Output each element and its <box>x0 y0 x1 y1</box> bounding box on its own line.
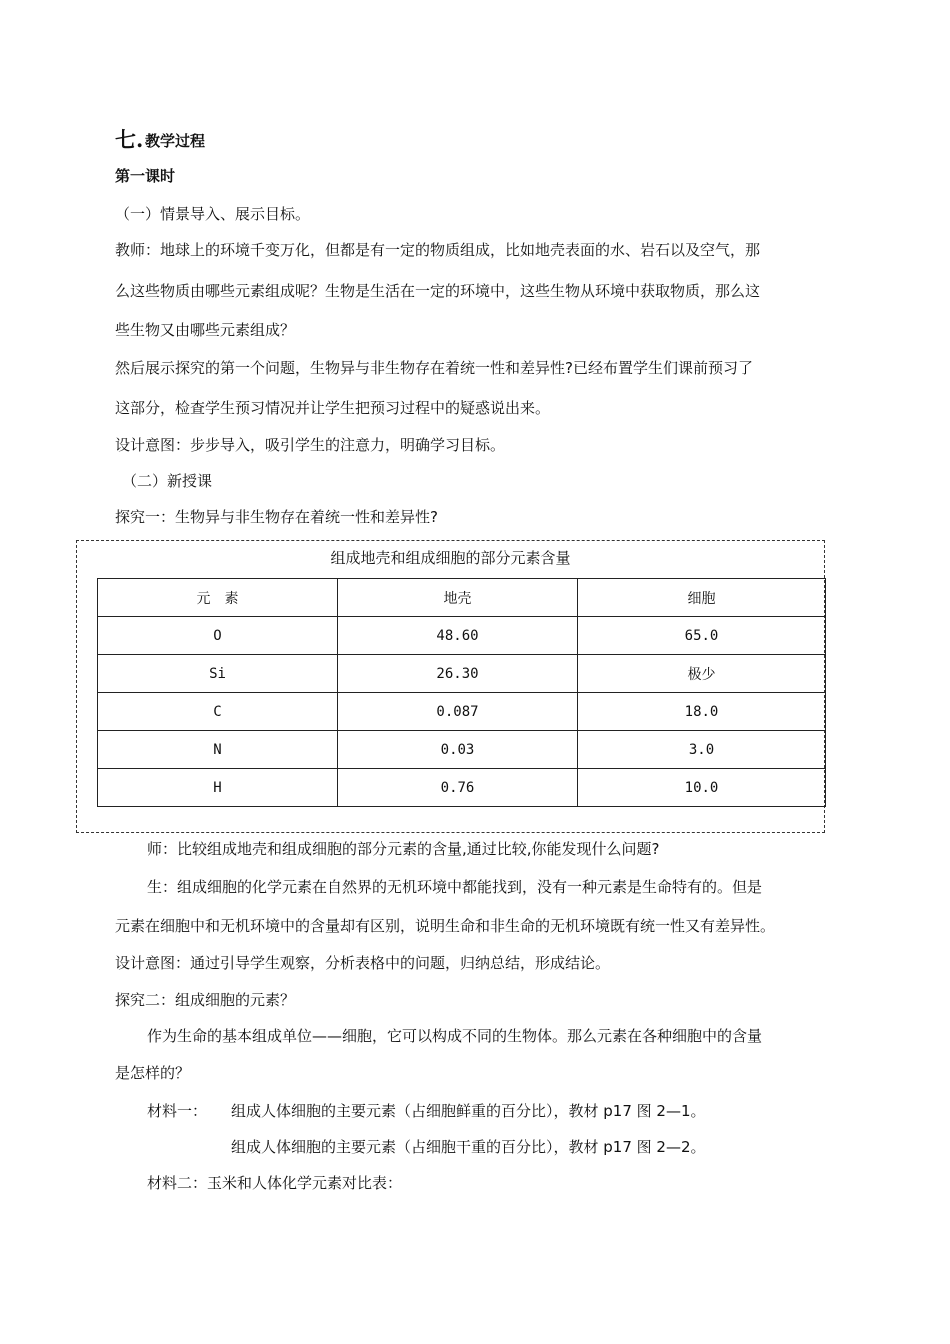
table-caption: 组成地壳和组成细胞的部分元素含量 <box>330 549 571 567</box>
teacher-line-3: 些生物又由哪些元素组成？ <box>115 321 296 339</box>
table-row <box>98 655 826 693</box>
inquiry2-title: 探究二：组成细胞的元素？ <box>115 991 296 1009</box>
teacher-line-1: 教师：地球上的环境千变万化，但都是有一定的物质组成，比如地壳表面的水、岩石以及空气，那 <box>115 241 761 259</box>
section-title: 教学过程 <box>145 132 206 150</box>
then-line-1: 然后展示探究的第一个问题，生物异与非生物存在着统一性和差异性?已经布置学生们课前预习了 <box>115 359 753 377</box>
lesson-title: 第一课时 <box>115 167 176 185</box>
header-crust: 地壳 <box>338 579 578 617</box>
crust-value: 0.087 <box>338 693 578 731</box>
material1-line-1: 组成人体细胞的主要元素（占细胞鲜重的百分比），教材 p17 图 2—1。 <box>231 1102 706 1120</box>
cell-value: 极少 <box>578 655 826 693</box>
element-cell: O <box>98 617 338 655</box>
inquiry2-line-2: 是怎样的？ <box>115 1064 191 1082</box>
table-row <box>98 617 826 655</box>
teacher-question: 师：比较组成地壳和组成细胞的部分元素的含量,通过比较,你能发现什么问题? <box>147 840 660 858</box>
material2-title: 材料二：玉米和人体化学元素对比表： <box>147 1174 403 1192</box>
table-row <box>98 769 826 807</box>
then-line-2: 这部分，检查学生预习情况并让学生把预习过程中的疑惑说出来。 <box>115 399 551 417</box>
element-cell: Si <box>98 655 338 693</box>
element-content-table <box>97 578 826 807</box>
cell-value: 3.0 <box>578 731 826 769</box>
teacher-line-2: 么这些物质由哪些元素组成呢？生物是生活在一定的环境中，这些生物从环境中获取物质，那么这 <box>115 282 761 300</box>
student-line-1: 生：组成细胞的化学元素在自然界的无机环境中都能找到，没有一种元素是生命特有的。但是 <box>147 878 763 896</box>
table-row <box>98 693 826 731</box>
student-line-2: 元素在细胞中和无机环境中的含量却有区别，说明生命和非生命的无机环境既有统一性又有差异性。 <box>115 917 776 935</box>
material1-line-2: 组成人体细胞的主要元素（占细胞干重的百分比），教材 p17 图 2—2。 <box>231 1138 706 1156</box>
section-number: 七. <box>115 127 144 152</box>
material1-label: 材料一： <box>147 1102 208 1120</box>
table-box <box>76 540 825 833</box>
cell-value: 10.0 <box>578 769 826 807</box>
inquiry1-title: 探究一：生物异与非生物存在着统一性和差异性? <box>115 508 438 526</box>
table-header-row <box>98 579 826 617</box>
crust-value: 0.76 <box>338 769 578 807</box>
cell-value: 65.0 <box>578 617 826 655</box>
crust-value: 0.03 <box>338 731 578 769</box>
crust-value: 26.30 <box>338 655 578 693</box>
element-cell: N <box>98 731 338 769</box>
cell-value: 18.0 <box>578 693 826 731</box>
inquiry2-line-1: 作为生命的基本组成单位——细胞，它可以构成不同的生物体。那么元素在各种细胞中的含量 <box>147 1027 763 1045</box>
design-intent-1: 设计意图：步步导入，吸引学生的注意力，明确学习目标。 <box>115 436 506 454</box>
part1-heading: （一）情景导入、展示目标。 <box>115 205 311 223</box>
header-cell: 细胞 <box>578 579 826 617</box>
element-cell: C <box>98 693 338 731</box>
header-element: 元 素 <box>98 579 338 617</box>
crust-value: 48.60 <box>338 617 578 655</box>
design-intent-2: 设计意图：通过引导学生观察，分析表格中的问题，归纳总结，形成结论。 <box>115 954 611 972</box>
part2-heading: （二）新授课 <box>122 472 213 490</box>
element-cell: H <box>98 769 338 807</box>
table-row <box>98 731 826 769</box>
